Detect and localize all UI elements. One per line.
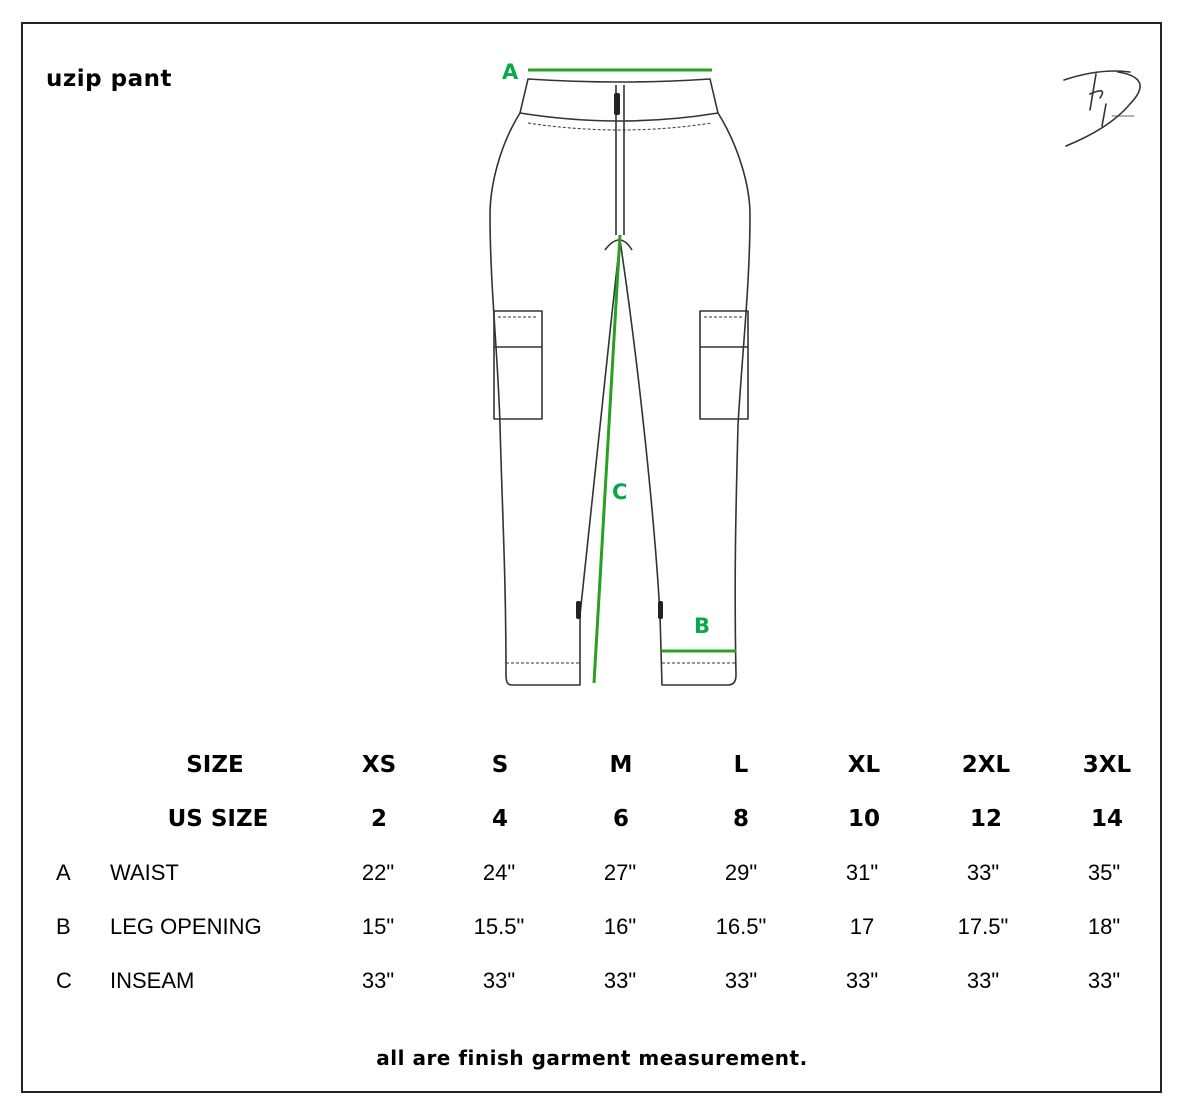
table-cell: 18": [1087, 914, 1121, 939]
size-header: XL: [847, 752, 881, 778]
us-size-value: 10: [847, 806, 881, 832]
table-cell: 33": [724, 968, 758, 993]
us-size-value: 12: [969, 806, 1003, 832]
table-cell: 33": [482, 968, 516, 993]
us-size-value: 2: [370, 806, 388, 832]
table-cell: 17: [849, 914, 875, 939]
table-cell: 33": [966, 860, 1000, 885]
table-cell: 16": [603, 914, 637, 939]
table-cell: 22": [361, 860, 395, 885]
us-size-header-label: US SIZE: [167, 806, 269, 832]
table-cell: 27": [603, 860, 637, 885]
us-size-value: 8: [732, 806, 750, 832]
row-code-b: B: [56, 914, 71, 939]
row-name-inseam: INSEAM: [110, 968, 195, 993]
table-cell: 15": [361, 914, 395, 939]
us-size-value: 14: [1090, 806, 1124, 832]
size-header: S: [491, 752, 509, 778]
size-header: M: [609, 752, 633, 778]
table-cell: 33": [361, 968, 395, 993]
table-cell: 33": [1087, 968, 1121, 993]
measure-label-a: A: [502, 60, 519, 84]
row-name-waist: WAIST: [110, 860, 179, 885]
table-cell: 33": [966, 968, 1000, 993]
table-cell: 16.5": [715, 914, 767, 939]
table-cell: 33": [603, 968, 637, 993]
table-cell: 31": [845, 860, 879, 885]
us-size-value: 6: [612, 806, 630, 832]
size-header: 2XL: [961, 752, 1011, 778]
row-name-leg-opening: LEG OPENING: [110, 914, 262, 939]
row-code-c: C: [56, 968, 72, 993]
size-header-label: SIZE: [186, 752, 244, 778]
measure-label-c: C: [612, 480, 628, 504]
table-cell: 17.5": [957, 914, 1009, 939]
table-cell: 15.5": [473, 914, 525, 939]
us-size-value: 4: [491, 806, 509, 832]
size-header: 3XL: [1082, 752, 1132, 778]
table-cell: 35": [1087, 860, 1121, 885]
size-header: XS: [361, 752, 397, 778]
table-cell: 24": [482, 860, 516, 885]
measure-label-b: B: [694, 614, 711, 638]
size-header: L: [733, 752, 749, 778]
table-cell: 29": [724, 860, 758, 885]
table-cell: 33": [845, 968, 879, 993]
row-code-a: A: [56, 860, 71, 885]
product-title: uzip pant: [46, 66, 172, 92]
footer-note: all are finish garment measurement.: [376, 1046, 808, 1070]
